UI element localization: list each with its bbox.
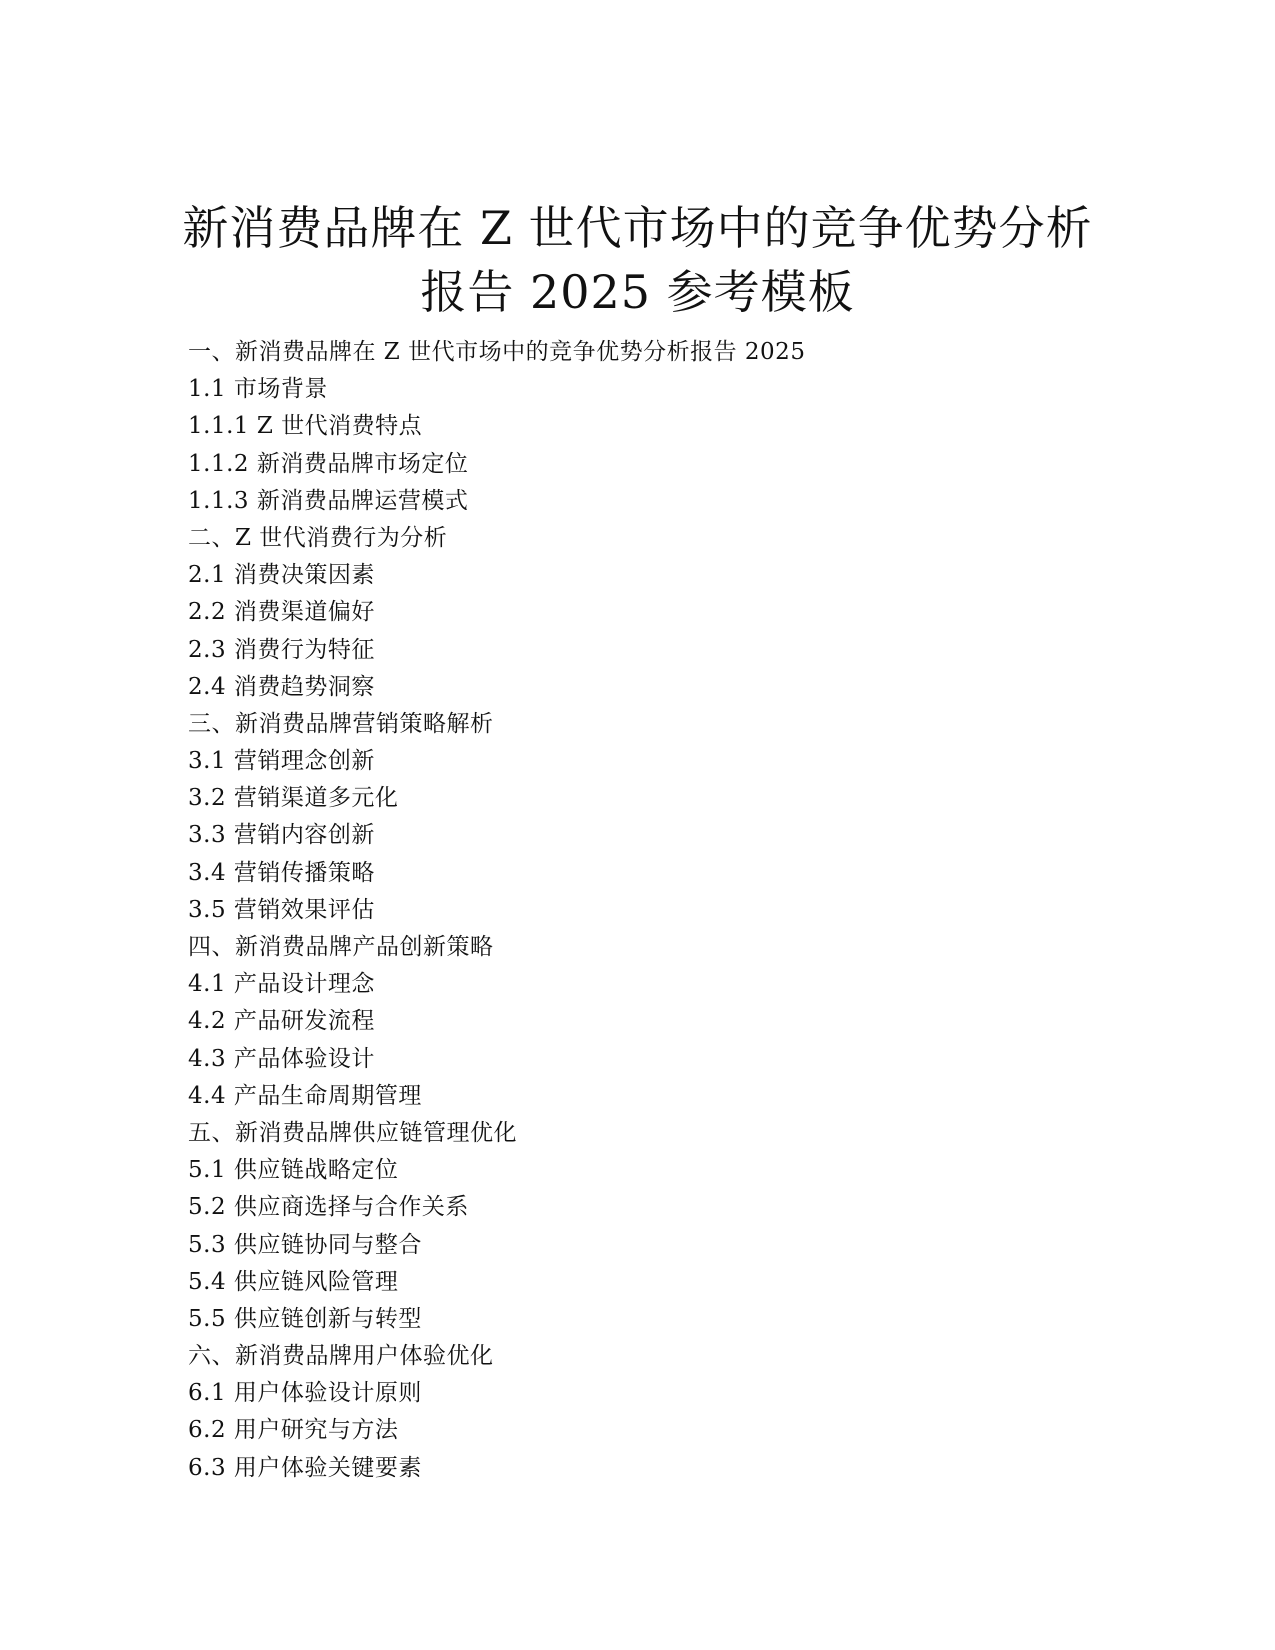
toc-entry: 3.1 营销理念创新	[188, 748, 375, 775]
toc-entry: 4.2 产品研发流程	[188, 1008, 375, 1035]
toc-entry: 3.2 营销渠道多元化	[188, 785, 399, 812]
toc-entry: 六、新消费品牌用户体验优化	[188, 1343, 494, 1370]
toc-entry: 四、新消费品牌产品创新策略	[188, 934, 494, 960]
document-title	[0, 196, 1275, 324]
toc-entry: 2.1 消费决策因素	[188, 562, 375, 589]
toc-entry: 5.5 供应链创新与转型	[188, 1305, 422, 1332]
toc-entry: 2.4 消费趋势洞察	[188, 673, 375, 700]
toc-entry: 4.3 产品体验设计	[188, 1045, 375, 1072]
toc-entry: 2.3 消费行为特征	[188, 636, 375, 663]
toc-entry: 6.3 用户体验关键要素	[188, 1454, 422, 1481]
toc-entry: 5.3 供应链协同与整合	[188, 1231, 422, 1258]
toc-entry: 1.1.1 Z 世代消费特点	[188, 413, 423, 440]
toc-entry: 2.2 消费渠道偏好	[188, 599, 375, 626]
toc-entry: 3.3 营销内容创新	[188, 822, 375, 849]
table-of-contents	[188, 334, 1188, 1487]
toc-entry: 4.1 产品设计理念	[188, 971, 375, 998]
toc-entry: 5.4 供应链风险管理	[188, 1268, 399, 1295]
toc-entry: 6.1 用户体验设计原则	[188, 1380, 422, 1407]
toc-entry: 3.4 营销传播策略	[188, 859, 375, 886]
toc-entry: 5.1 供应链战略定位	[188, 1157, 399, 1184]
toc-entry: 5.2 供应商选择与合作关系	[188, 1194, 469, 1221]
toc-entry: 1.1.3 新消费品牌运营模式	[188, 487, 469, 514]
toc-entry: 五、新消费品牌供应链管理优化	[188, 1119, 517, 1146]
toc-entry: 6.2 用户研究与方法	[188, 1417, 399, 1444]
toc-entry: 3.5 营销效果评估	[188, 896, 375, 923]
title-line-2: 报告 2025 参考模板	[420, 265, 855, 319]
toc-entry: 三、新消费品牌营销策略解析	[188, 710, 494, 737]
toc-entry: 一、新消费品牌在 Z 世代市场中的竞争优势分析报告 2025	[188, 339, 806, 365]
toc-entry: 1.1 市场背景	[188, 376, 328, 403]
toc-entry: 二、Z 世代消费行为分析	[188, 524, 448, 551]
title-line-1: 新消费品牌在 Z 世代市场中的竞争优势分析	[182, 201, 1093, 255]
toc-entry: 1.1.2 新消费品牌市场定位	[188, 450, 469, 477]
toc-entry: 4.4 产品生命周期管理	[188, 1082, 422, 1109]
